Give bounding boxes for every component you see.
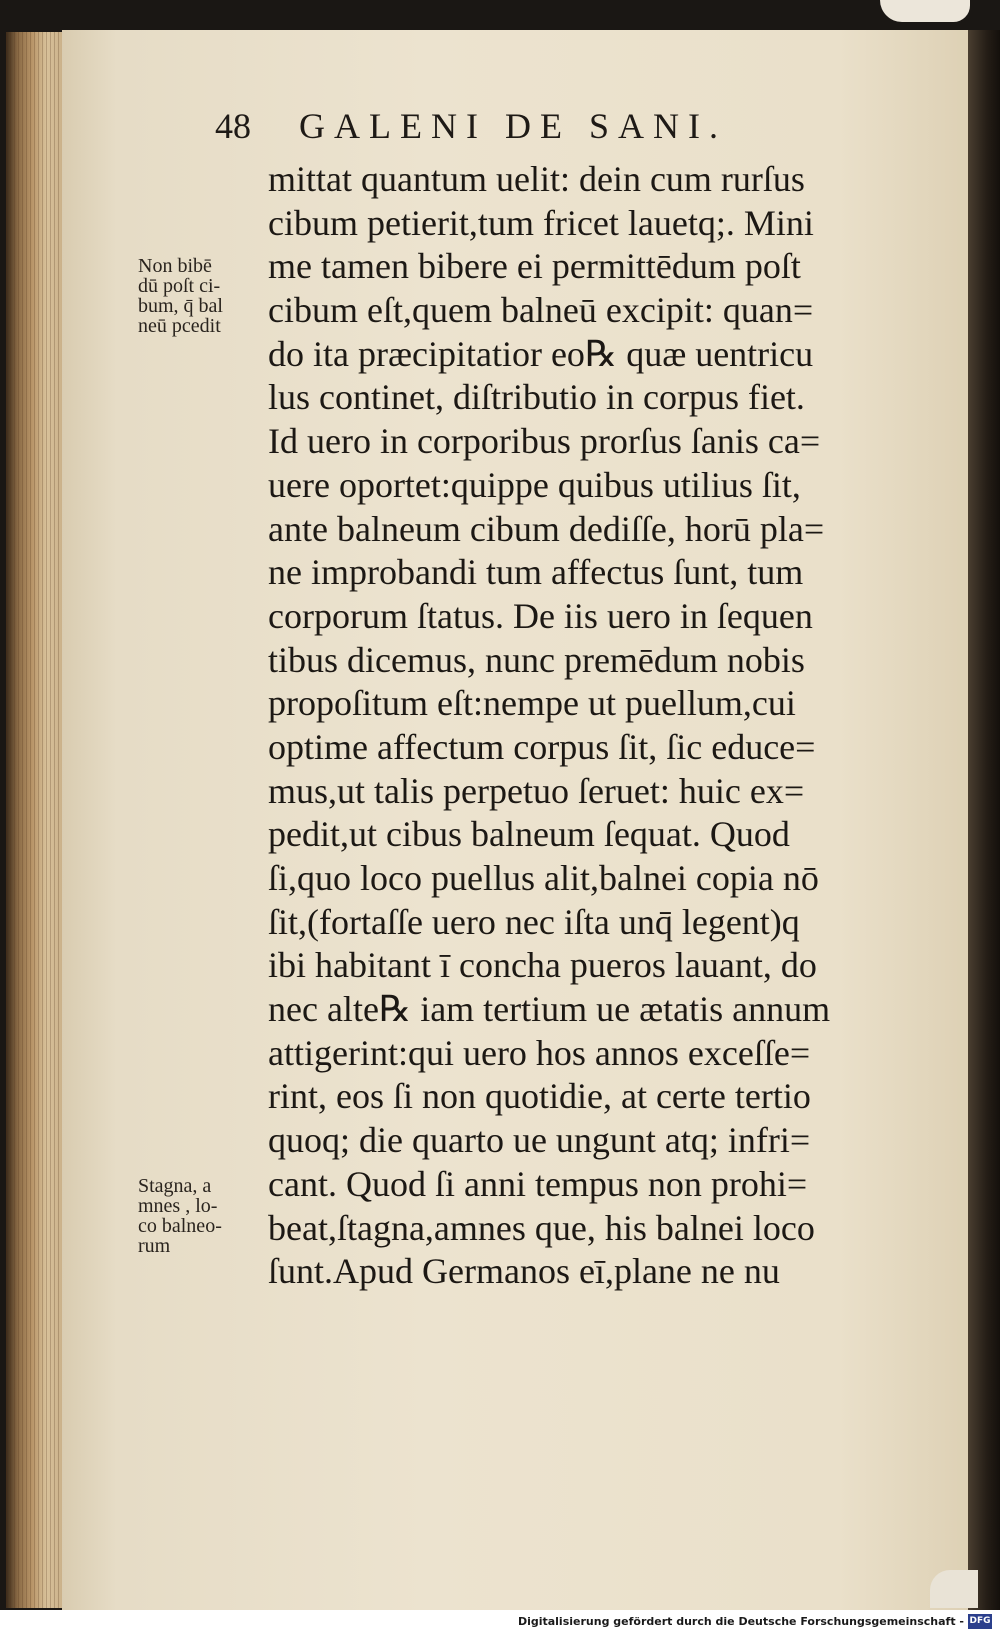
text-line: rint, eos ſi non quotidie, at certe tertio [268, 1076, 811, 1117]
text-line: quoq; die quarto ue ungunt atq; infri= [268, 1120, 811, 1161]
text-line: Id uero in corporibus prorſus ſanis ca= [268, 421, 821, 462]
text-line: nec alte℞ iam tertium ue ætatis annum [268, 989, 831, 1030]
gloss-line: neū pcedit [138, 315, 221, 337]
torn-page-corner-top [880, 0, 970, 22]
text-line: corporum ſtatus. De iis uero in ſequen [268, 595, 813, 636]
text-line: ſunt.Apud Germanos eī,plane ne nu [268, 1251, 780, 1292]
main-text-block [268, 158, 908, 1294]
text-line: ibi habitant ī concha pueros lauant, do [268, 945, 817, 986]
text-line: tibus dicemus, nunc premēdum nobis [268, 639, 805, 680]
margin-gloss-bathing [138, 1176, 222, 1256]
page-header [215, 105, 855, 155]
text-line: uere oportet:quippe quibus utilius ſit, [268, 464, 801, 505]
footer-bar [0, 1610, 1000, 1635]
text-line: mus,ut talis perpetuo ſeruet: huic ex= [268, 770, 805, 811]
text-line: ſi,quo loco puellus alit,balnei copia nō [268, 858, 819, 898]
gloss-line: mnes , lo- [138, 1195, 218, 1217]
gloss-line: Stagna, a [138, 1175, 212, 1197]
text-line: beat,ſtagna,amnes que, his balnei loco [268, 1207, 815, 1248]
text-line: cant. Quod ſi anni tempus non prohi= [268, 1163, 808, 1204]
gloss-line: Non bibē [138, 255, 212, 277]
text-line: cibum eſt,quem balneū excipit: quan= [268, 290, 814, 331]
text-line: me tamen bibere ei permittēdum poſt [268, 246, 801, 287]
margin-gloss-drinking [138, 256, 223, 336]
text-line: pedit,ut cibus balneum ſequat. Quod [268, 814, 790, 855]
funding-credit: Digitalisierung gefördert durch die Deutsche Forschungsgemeinschaft - [517, 1615, 964, 1628]
text-line: attigerint:qui uero hos annos exceſſe= [268, 1032, 811, 1073]
text-line: ne improbandi tum affectus ſunt, tum [268, 552, 804, 593]
gloss-line: bum, q̄ bal [138, 295, 223, 317]
gloss-line: dū poſt ci- [138, 275, 221, 297]
text-line: cibum petierit,tum fricet lauetq;. Mini [268, 202, 814, 243]
running-head: GALENI DE SANI. [299, 106, 727, 146]
binding-shadow [968, 30, 1000, 1610]
page-stack-edge [6, 32, 64, 1608]
text-line: ſit,(fortaſſe uero nec iſta unq̄ legent)q [268, 901, 800, 942]
text-line: do ita præcipitatior eo℞ quæ uentricu [268, 333, 814, 374]
text-line: optime affectum corpus ſit, ſic educe= [268, 726, 816, 767]
text-line: mittat quantum uelit: dein cum rurſus [268, 159, 805, 199]
gloss-line: co balneo- [138, 1215, 222, 1237]
dfg-logo: DFG [968, 1614, 992, 1629]
gloss-line: rum [138, 1235, 171, 1257]
text-line: lus continet, diſtributio in corpus fiet. [268, 377, 805, 418]
text-line: propoſitum eſt:nempe ut puellum,cui [268, 683, 796, 724]
page-number: 48 [215, 106, 251, 146]
torn-page-corner-bottom [930, 1570, 978, 1608]
text-line: ante balneum cibum dediſſe, horū pla= [268, 508, 825, 549]
